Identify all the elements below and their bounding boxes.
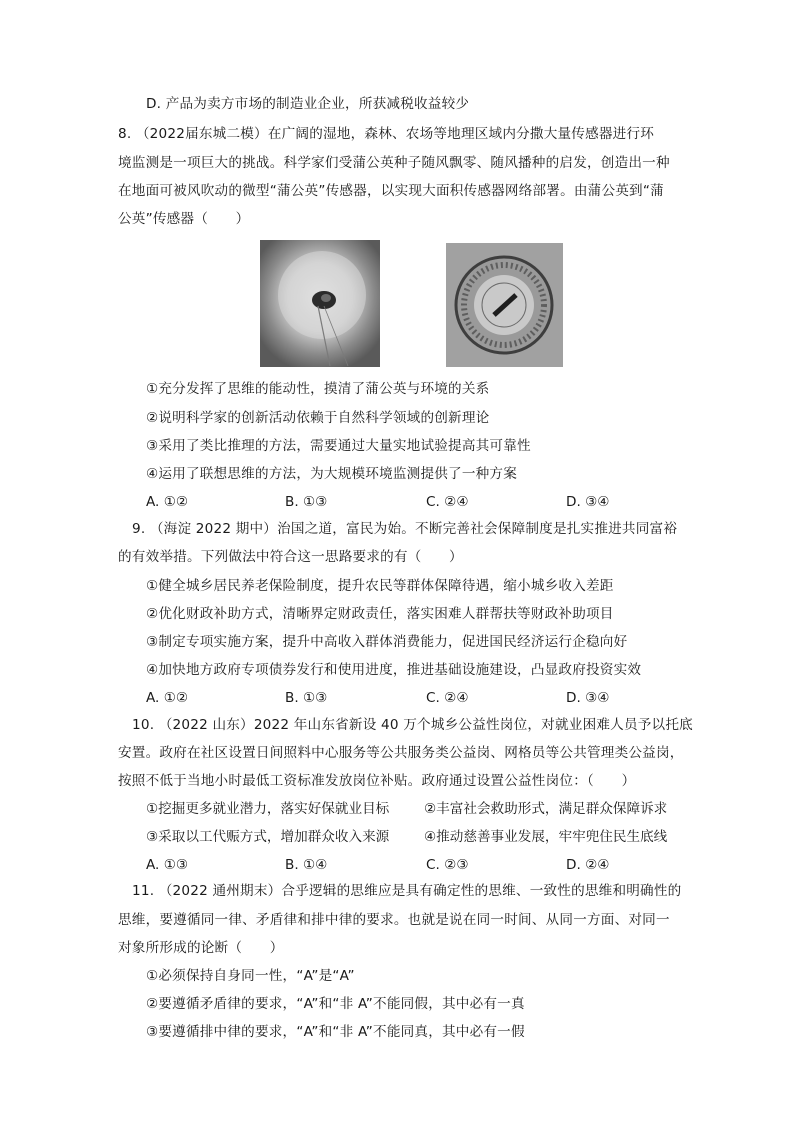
dandelion-seed-photo (260, 240, 380, 367)
q10-choice-c: C. ②③ (426, 857, 469, 873)
q10-statement-1: ①挖掘更多就业潜力，落实好保就业目标 (146, 801, 390, 817)
q10-statement-3: ③采取以工代赈方式，增加群众收入来源 (146, 829, 390, 845)
q8-statement-4: ④运用了联想思维的方法，为大规模环境监测提供了一种方案 (146, 466, 518, 482)
q11-statement-1: ①必须保持自身同一性，“A”是“A” (146, 968, 355, 984)
q9-statement-4: ④加快地方政府专项债券发行和使用进度，推进基础设施建设，凸显政府投资实效 (146, 662, 642, 678)
q11-stem-line-1: 11. （2022 通州期末）合乎逻辑的思维应是具有确定性的思维、一致性的思维和明确性的 (132, 883, 682, 899)
q8-statement-1: ①充分发挥了思维的能动性，摸清了蒲公英与环境的关系 (146, 381, 490, 397)
q7-option-d: D. 产品为卖方市场的制造业企业，所获减税收益较少 (146, 96, 470, 112)
q10-stem-line-1: 10. （2022 山东）2022 年山东省新设 40 万个城乡公益性岗位，对就业困难人员予以托底 (132, 717, 693, 733)
q10-statement-4: ④推动慈善事业发展，牢牢兜住民生底线 (424, 829, 668, 845)
q10-statement-2: ②丰富社会救助形式，满足群众保障诉求 (424, 801, 668, 817)
dandelion-sensor-photo (446, 243, 563, 367)
q8-choice-a: A. ①② (146, 494, 189, 510)
q10-stem-line-2: 安置。政府在社区设置日间照料中心服务等公共服务类公益岗、网格员等公共管理类公益岗， (118, 745, 684, 761)
q8-statement-2: ②说明科学家的创新活动依赖于自然科学领域的创新理论 (146, 410, 490, 426)
q9-statement-3: ③制定专项实施方案，提升中高收入群体消费能力，促进国民经济运行企稳向好 (146, 634, 628, 650)
q8-stem-line-4: 公英”传感器（ ） (118, 211, 250, 227)
q9-statement-2: ②优化财政补助方式，清晰界定财政责任，落实困难人群帮扶等财政补助项目 (146, 606, 614, 622)
q11-stem-line-3: 对象所形成的论断（ ） (118, 940, 284, 956)
q11-stem-line-2: 思维，要遵循同一律、矛盾律和排中律的要求。也就是说在同一时间、从同一方面、对同一 (118, 912, 670, 928)
q9-choice-c: C. ②④ (426, 690, 469, 706)
q11-statement-3: ③要遵循排中律的要求，“A”和“非 A”不能同真，其中必有一假 (146, 1024, 525, 1040)
q9-choice-b: B. ①③ (285, 690, 328, 706)
q10-choice-a: A. ①③ (146, 857, 189, 873)
q10-choice-d: D. ②④ (566, 857, 610, 873)
q8-statement-3: ③采用了类比推理的方法，需要通过大量实地试验提高其可靠性 (146, 438, 531, 454)
q9-stem-line-1: 9. （海淀 2022 期中）治国之道，富民为始。不断完善社会保障制度是扎实推进共同富裕 (132, 521, 678, 537)
q9-choice-a: A. ①② (146, 690, 189, 706)
q8-stem-line-1: 8. （2022届东城二模）在广阔的湿地，森林、农场等地理区域内分撒大量传感器进行环 (118, 126, 655, 142)
q9-statement-1: ①健全城乡居民养老保险制度，提升农民等群体保障待遇，缩小城乡收入差距 (146, 578, 614, 594)
q8-choice-d: D. ③④ (566, 494, 610, 510)
q9-stem-line-2: 的有效举措。下列做法中符合这一思路要求的有（ ） (118, 549, 463, 565)
q9-choice-d: D. ③④ (566, 690, 610, 706)
q8-choice-c: C. ②④ (426, 494, 469, 510)
q8-choice-b: B. ①③ (285, 494, 328, 510)
q10-stem-line-3: 按照不低于当地小时最低工资标准发放岗位补贴。政府通过设置公益性岗位：（ ） (118, 773, 636, 789)
q8-stem-line-2: 境监测是一项巨大的挑战。科学家们受蒲公英种子随风飘零、随风播种的启发，创造出一种 (118, 155, 670, 171)
q11-statement-2: ②要遵循矛盾律的要求，“A”和“非 A”不能同假，其中必有一真 (146, 996, 525, 1012)
q8-stem-line-3: 在地面可被风吹动的微型“蒲公英”传感器，以实现大面积传感器网络部署。由蒲公英到“蒲 (118, 183, 664, 199)
q10-choice-b: B. ①④ (285, 857, 328, 873)
